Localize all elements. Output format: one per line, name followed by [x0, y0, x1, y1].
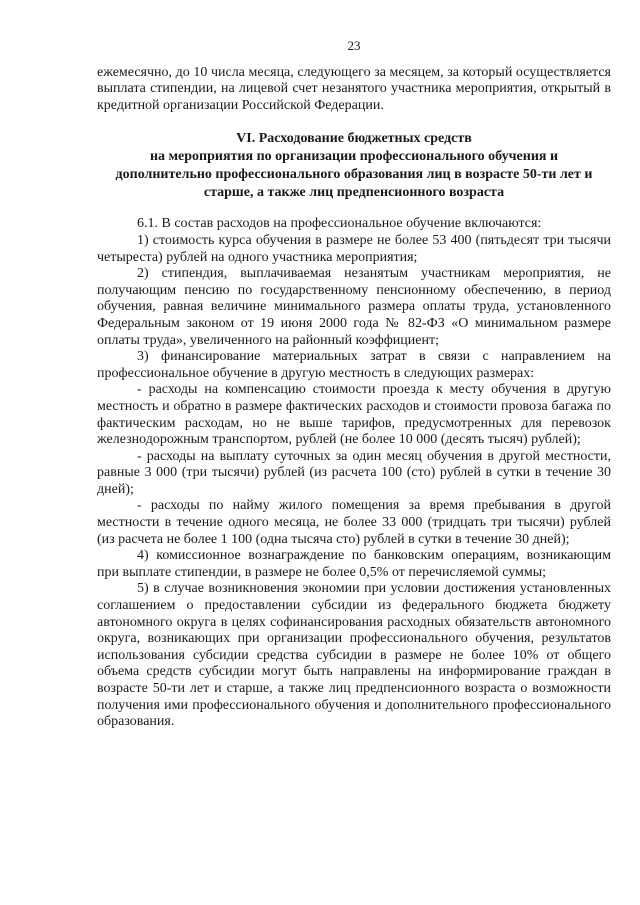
subitem-housing-costs: - расходы по найму жилого помещения за время пребывания в другой местности в течение одного месяца, не более 33 000 (тридцать три тысячи) рублей (из расчета не более 1 100 (одна тысяча сто) рублей в сутки в течение 30 дней);: [97, 498, 611, 547]
intro-paragraph: ежемесячно, до 10 числа месяца, следующего за месяцем, за который осуществляется выплата стипендии, на лицевой счет незанятого участника мероприятия, открытый в кредитной организации Российской Федерации.: [97, 64, 611, 113]
subitem-travel-costs: - расходы на компенсацию стоимости проезда к месту обучения в другую местность и обратно в размере фактических расходов и стоимости провоза багажа по фактическим расходам, но не выше тарифов, предусмотренных для перевозок железнодорожным транспортом, рублей (не более 10 000 (десять тысяч) рублей);: [97, 382, 611, 448]
page-number: 23: [347, 38, 361, 53]
paragraph-6-1: 6.1. В состав расходов на профессиональное обучение включаются:: [137, 216, 542, 232]
subitem-daily-allowance: - расходы на выплату суточных за один месяц обучения в другой местности, равные 3 000 (три тысячи) рублей (из расчета 100 (сто) рублей в сутки в течение 30 дней);: [97, 448, 611, 497]
section-heading-line: старше, а также лиц предпенсионного возраста: [203, 185, 505, 201]
section-heading: [97, 130, 611, 202]
section-heading-line: на мероприятия по организации профессионального обучения и: [149, 149, 559, 165]
section-heading-line: VI. Расходование бюджетных средств: [236, 131, 472, 147]
document-page: [97, 38, 611, 731]
item-2-stipend: 2) стипендия, выплачиваемая незанятым участникам мероприятия, не получающим пенсию по государственному пенсионному обеспечению, в период обучения, равная величине минимального размера оплаты труда, установленного Федеральным законом от 19 июня 2000 года № 82-ФЗ «О минимальном размере оплаты труда», увеличенного на районный коэффициент;: [97, 266, 611, 348]
item-4-bank-commission: 4) комиссионное вознаграждение по банковским операциям, возникающим при выплате стипендии, в размере не более 0,5% от перечисляемой суммы;: [97, 548, 611, 580]
item-3-material-costs: 3) финансирование материальных затрат в связи с направлением на профессиональное обучение в другую местность в следующих размерах:: [97, 349, 611, 381]
section-heading-line: дополнительно профессионального образования лиц в возрасте 50-ти лет и: [115, 167, 593, 183]
item-1-course-cost: 1) стоимость курса обучения в размере не более 53 400 (пятьдесят три тысячи четыреста) рублей на одного участника мероприятия;: [97, 232, 611, 265]
item-5-savings: 5) в случае возникновения экономии при условии достижения установленных соглашением о предоставлении субсидии из федерального бюджета бюджету автономного округа в целях софинансирования расходных обязательств автономного округа, возникающих при организации профессионального обучения, результатов использования субсидии средства субсидии в размере не более 10% от общего объема средств субсидии могут быть направлены на информирование граждан в возрасте 50-ти лет и старше, а также лиц предпенсионного возраста о возможности получения ими профессионального обучения и дополнительного профессионального образования.: [97, 581, 611, 730]
